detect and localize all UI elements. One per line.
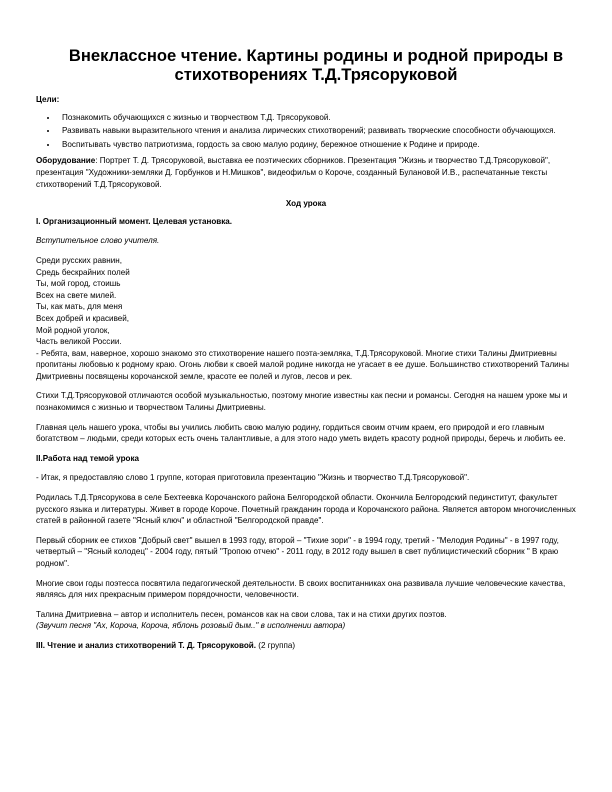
poem	[36, 255, 576, 348]
section-3-title: III. Чтение и анализ стихотворений Т. Д. Трясоруковой.	[36, 640, 257, 650]
poem-line: Ты, мой город, стоишь	[36, 279, 121, 289]
goal-item: • Воспитывать чувство патриотизма, гордость за свою малую родину, бережное отношение к Родине и природе.	[58, 139, 576, 151]
intro-label: Вступительное слово учителя.	[36, 236, 160, 246]
paragraph: Первый сборник ее стихов "Добрый свет" вышел в 1993 году, второй – "Тихие зори" - в 1994 году, третий - "Мелодия Родины" - в 1997 году, четвертый – "Ясный колодец" - 2004 году, пятый "Тропою отчею" - 2011 году, в 2012 году вышел в свет публицистический сборник " В краю родном".	[36, 535, 559, 568]
section-1-heading: I. Организационный момент. Целевая установка.	[36, 216, 233, 226]
equipment-label: Оборудование	[36, 156, 96, 166]
poem-line: Средь бескрайних полей	[36, 267, 130, 277]
poem-line: Ты, как мать, для меня	[36, 302, 123, 312]
poem-line: Мой родной уголок,	[36, 325, 110, 335]
goals-label: Цели:	[36, 95, 60, 104]
paragraph: - Ребята, вам, наверное, хорошо знакомо это стихотворение нашего поэта-земляка, Т.Д.Трясоруковой. Многие стихи Талины Дмитриевны пропитаны любовью к родному краю. Огонь любви к своей малой родине никогда не угасает в ее душе. Большинство стихотворений Талины Дмитриевны посвящены корочанской земле, красоте ее полей и лугов, лесов и рек.	[36, 348, 569, 381]
lesson-heading: Ход урока	[285, 199, 327, 209]
paragraph: - Итак, я предоставляю слово 1 группе, которая приготовила презентацию "Жизнь и творчество Т.Д.Трясоруковой".	[36, 473, 470, 483]
page-title: Внеклассное чтение. Картины родины и родной природы в стихотворениях Т.Д.Трясоруковой	[68, 46, 564, 84]
document-page	[36, 46, 576, 652]
song-note: (Звучит песня "Ах, Короча, Короча, яблонь розовый дым.." в исполнении автора)	[36, 621, 346, 631]
paragraph-text: Талина Дмитриевна – автор и исполнитель песен, романсов как на свои слова, так и на стихи других поэтов.	[36, 609, 447, 619]
goals-list	[36, 112, 576, 151]
section-3-note: (2 группа)	[256, 640, 296, 650]
paragraph: Многие свои годы поэтесса посвятила педагогической деятельности. В своих воспитанниках она развивала лучшие человеческие качества, являясь для них прекрасным примером порядочности, человечности.	[36, 578, 566, 600]
section-3-heading	[36, 640, 576, 652]
poem-line: Часть великой России.	[36, 337, 122, 347]
goal-item: • Развивать навыки выразительного чтения и анализа лирических стихотворений; развивать творческие способности обучающихся.	[58, 125, 576, 137]
section-2-heading: II.Работа над темой урока	[36, 453, 140, 463]
equipment-text: : Портрет Т. Д. Трясоруковой, выставка ее поэтических сборников. Презентация "Жизнь и творчество Т.Д.Трясоруковой", презентация "Художники-земляки Д. Горбунков и Н.Мишков", видеофильм о Короче, созданный Булановой И.В., распечатанные тексты стихотворений Т.Д.Трясоруковой.	[36, 156, 551, 189]
paragraph: Главная цель нашего урока, чтобы вы учились любить свою малую родину, гордиться своим отчим краем, его природой и его главным богатством – людьми, среди которых есть очень талантливые, а для этого надо уметь видеть красоту родной природы, беречь и любить ее.	[36, 422, 566, 444]
poem-line: Всех добрей и красивей,	[36, 313, 130, 323]
paragraph: Стихи Т.Д.Трясоруковой отличаются особой музыкальностью, поэтому многие известны как песни и романсы. Сегодня на нашем уроке мы и познакомимся с жизнью и творчеством Талины Дмитриевны.	[36, 391, 568, 413]
paragraph	[36, 609, 576, 632]
poem-line: Всех на свете милей.	[36, 290, 117, 300]
paragraph: Родилась Т.Д.Трясорукова в селе Бехтеевка Корочанского района Белгородской области. Окончила Белгородский пединститут, факультет русского языка и литературы. Живет в городе Короче. Почетный гражданин города и Корочанского района. Является автором многочисленных статей в районной газете "Ясный ключ" и областной "Белгородской правде".	[36, 493, 576, 526]
poem-line: Среди русских равнин,	[36, 255, 122, 265]
equipment-paragraph	[36, 155, 576, 190]
goal-item: • Познакомить обучающихся с жизнью и творчеством Т.Д. Трясоруковой.	[58, 112, 576, 124]
